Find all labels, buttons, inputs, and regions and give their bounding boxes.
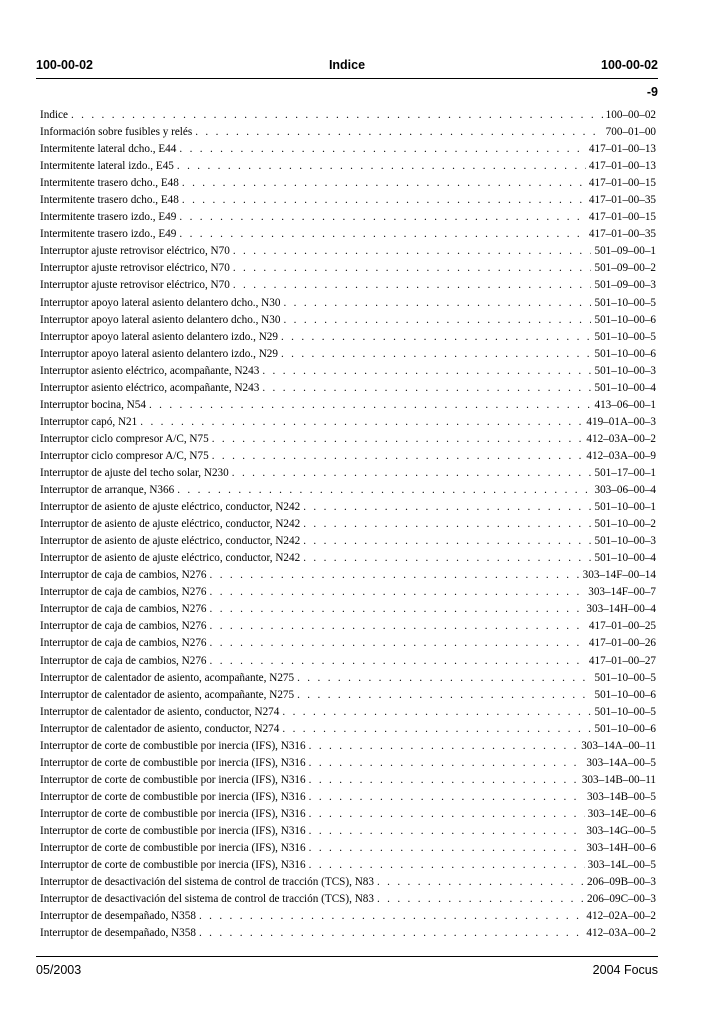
index-entry-code: 501–17–00–1 [594, 466, 656, 479]
index-entry-title: Interruptor de corte de combustible por inercia (IFS), N316 [40, 859, 306, 872]
dot-leader [309, 789, 584, 806]
dot-leader [177, 482, 591, 499]
index-entry-title: Interruptor de caja de cambios, N276 [40, 620, 207, 633]
index-entry-code: 501–10–00–5 [594, 671, 656, 684]
dot-leader [281, 346, 592, 363]
page-footer [36, 963, 658, 979]
index-entry-code: 303–14G–00–5 [586, 824, 656, 837]
index-entry-title: Intermitente trasero dcho., E48 [40, 177, 179, 190]
dot-leader [210, 635, 586, 652]
dot-leader [179, 226, 586, 243]
dot-leader [210, 618, 586, 635]
index-entry-title: Interruptor de corte de combustible por inercia (IFS), N316 [40, 790, 306, 803]
index-entry-code: 412–03A–00–2 [586, 432, 656, 445]
index-entry [40, 448, 656, 465]
index-entry [40, 175, 656, 192]
dot-leader [182, 192, 586, 209]
index-entry [40, 755, 656, 772]
index-entry-code: 501–10–00–5 [594, 296, 656, 309]
dot-leader [262, 363, 591, 380]
index-entry-title: Intermitente lateral dcho., E44 [40, 143, 177, 156]
index-entry-title: Interruptor ajuste retrovisor eléctrico, N70 [40, 279, 230, 292]
dot-leader [195, 124, 602, 141]
index-entry-title: Interruptor de asiento de ajuste eléctrico, conductor, N242 [40, 535, 301, 548]
index-entry-title: Interruptor de desactivación del sistema de control de tracción (TCS), N83 [40, 893, 374, 906]
index-entry-code: 419–01A–00–3 [586, 415, 656, 428]
footer-model: 2004 Focus [592, 963, 658, 977]
index-entry-title: Interruptor de caja de cambios, N276 [40, 654, 207, 667]
index-entry-title: Interruptor ajuste retrovisor eléctrico, N70 [40, 262, 230, 275]
index-entry [40, 789, 656, 806]
index-entry [40, 550, 656, 567]
index-entry-title: Interruptor bocina, N54 [40, 398, 146, 411]
dot-leader [210, 601, 584, 618]
dot-leader [210, 584, 586, 601]
index-entry-title: Interruptor ciclo compresor A/C, N75 [40, 432, 209, 445]
dot-leader [140, 414, 583, 431]
index-entry [40, 908, 656, 925]
index-entry [40, 124, 656, 141]
index-entry-code: 303–14L–00–5 [587, 859, 656, 872]
index-entry-title: Interruptor de caja de cambios, N276 [40, 586, 207, 599]
index-entry-code: 501–10–00–4 [594, 552, 656, 565]
index-entry-code: 303–14E–00–6 [587, 807, 656, 820]
index-entry [40, 738, 656, 755]
index-entry [40, 618, 656, 635]
index-entry [40, 533, 656, 550]
index-entry-code: 303–14A–00–11 [581, 739, 656, 752]
dot-leader [303, 516, 591, 533]
index-entry-title: Interruptor de corte de combustible por inercia (IFS), N316 [40, 739, 306, 752]
index-entry-code: 206–09B–00–3 [587, 876, 656, 889]
index-entry [40, 653, 656, 670]
dot-leader [212, 431, 584, 448]
index-entry-code: 700–01–00 [605, 126, 656, 139]
dot-leader [309, 738, 579, 755]
dot-leader [210, 567, 580, 584]
index-entry-title: Interruptor de calentador de asiento, conductor, N274 [40, 722, 280, 735]
index-entry-title: Interruptor capó, N21 [40, 415, 138, 428]
page-label: -9 [646, 85, 658, 99]
dot-leader [297, 687, 591, 704]
dot-leader [283, 295, 591, 312]
index-entry [40, 584, 656, 601]
index-entry-title: Intermitente trasero izdo., E49 [40, 228, 177, 241]
index-entry-code: 412–03A–00–9 [586, 449, 656, 462]
dot-leader [262, 380, 591, 397]
index-entry-title: Intermitente lateral izdo., E45 [40, 160, 174, 173]
index-entry-code: 303–14F–00–7 [588, 586, 656, 599]
dot-leader [303, 533, 591, 550]
index-entry-code: 501–09–00–2 [594, 262, 656, 275]
dot-leader [182, 175, 586, 192]
dot-leader [309, 772, 579, 789]
index-entry-title: Intermitente trasero dcho., E48 [40, 194, 179, 207]
index-entry [40, 295, 656, 312]
dot-leader [282, 721, 591, 738]
index-entry [40, 516, 656, 533]
dot-leader [233, 277, 592, 294]
index-entry-title: Interruptor de calentador de asiento, acompañante, N275 [40, 688, 295, 701]
index-entry-code: 417–01–00–25 [588, 620, 656, 633]
index-entry-code: 417–01–00–26 [588, 637, 656, 650]
header-rule [36, 78, 658, 79]
index-entry [40, 380, 656, 397]
index-entry-code: 303–14B–00–5 [587, 790, 656, 803]
index-entry [40, 312, 656, 329]
index-entry-title: Interruptor de corte de combustible por inercia (IFS), N316 [40, 756, 306, 769]
index-entry [40, 670, 656, 687]
index-entry-code: 501–10–00–3 [594, 364, 656, 377]
index-entry-title: Interruptor de asiento de ajuste eléctrico, conductor, N242 [40, 501, 301, 514]
index-entry [40, 209, 656, 226]
index-entry [40, 431, 656, 448]
index-entry-title: Interruptor de arranque, N366 [40, 484, 175, 497]
dot-leader [283, 312, 591, 329]
header-title: Indice [328, 58, 366, 72]
dot-leader [377, 891, 584, 908]
index-entry [40, 363, 656, 380]
index-entry-title: Interruptor de corte de combustible por inercia (IFS), N316 [40, 807, 306, 820]
index-entry [40, 158, 656, 175]
index-entry-code: 303–14H–00–6 [586, 842, 656, 855]
dot-leader [71, 107, 603, 124]
index-entry-title: Interruptor asiento eléctrico, acompañante, N243 [40, 364, 260, 377]
index-entry [40, 874, 656, 891]
index-entry [40, 704, 656, 721]
dot-leader [282, 704, 591, 721]
index-entry-code: 417–01–00–27 [588, 654, 656, 667]
index-entry [40, 840, 656, 857]
dot-leader [281, 329, 592, 346]
footer-rule [36, 956, 658, 957]
dot-leader [303, 499, 591, 516]
dot-leader [179, 209, 586, 226]
index-entry-code: 303–14A–00–5 [586, 756, 656, 769]
header-section-right: 100-00-02 [601, 58, 658, 72]
index-entry [40, 499, 656, 516]
index-entry-code: 501–10–00–2 [594, 518, 656, 531]
dot-leader [303, 550, 591, 567]
index-entry [40, 891, 656, 908]
index-entry-code: 501–09–00–3 [594, 279, 656, 292]
dot-leader [199, 908, 583, 925]
index-entry-title: Interruptor de asiento de ajuste eléctrico, conductor, N242 [40, 518, 301, 531]
index-entry [40, 277, 656, 294]
dot-leader [309, 806, 585, 823]
index-entry-code: 501–10–00–5 [594, 705, 656, 718]
index-entry [40, 806, 656, 823]
index-entry-code: 100–00–02 [605, 109, 656, 121]
index-entry [40, 823, 656, 840]
index-entry-code: 501–10–00–6 [594, 313, 656, 326]
index-entry-code: 501–09–00–1 [594, 245, 656, 258]
index-entry [40, 260, 656, 277]
index-entry-code: 412–03A–00–2 [586, 927, 656, 940]
index-entry-title: Intermitente trasero izdo., E49 [40, 211, 177, 224]
index-entry-code: 417–01–00–13 [588, 160, 656, 173]
index-entry [40, 482, 656, 499]
index-entry-title: Interruptor de caja de cambios, N276 [40, 637, 207, 650]
index-entry-code: 413–06–00–1 [594, 398, 656, 411]
index-entry-title: Interruptor de corte de combustible por inercia (IFS), N316 [40, 842, 306, 855]
index-entry-title: Interruptor de corte de combustible por inercia (IFS), N316 [40, 773, 306, 786]
index-entry-code: 417–01–00–35 [588, 228, 656, 241]
index-entry [40, 329, 656, 346]
index-entry-code: 501–10–00–4 [594, 381, 656, 394]
index-entry [40, 192, 656, 209]
header-section-left: 100-00-02 [36, 58, 93, 72]
footer-date: 05/2003 [36, 963, 82, 977]
index-entry-code: 412–02A–00–2 [586, 910, 656, 923]
index-entry-code: 501–10–00–6 [594, 722, 656, 735]
dot-leader [309, 823, 584, 840]
dot-leader [199, 925, 583, 942]
index-entry-title: Interruptor apoyo lateral asiento delantero dcho., N30 [40, 296, 281, 309]
dot-leader [309, 755, 584, 772]
index-entry-code: 501–10–00–6 [594, 347, 656, 360]
dot-leader [309, 857, 585, 874]
index-entry-title: Interruptor apoyo lateral asiento delantero izdo., N29 [40, 347, 278, 360]
index-entry [40, 243, 656, 260]
index-entry [40, 772, 656, 789]
index-entry-title: Interruptor de desempañado, N358 [40, 927, 196, 940]
index-entry-title: Interruptor asiento eléctrico, acompañante, N243 [40, 381, 260, 394]
dot-leader [233, 243, 592, 260]
dot-leader [309, 840, 584, 857]
index-entry-code: 417–01–00–35 [588, 194, 656, 207]
dot-leader [232, 465, 592, 482]
dot-leader [297, 670, 591, 687]
index-entry-title: Interruptor de corte de combustible por inercia (IFS), N316 [40, 824, 306, 837]
index-entry [40, 721, 656, 738]
index-entry-title: Interruptor apoyo lateral asiento delantero dcho., N30 [40, 313, 281, 326]
index-entry-code: 303–06–00–4 [594, 484, 656, 497]
dot-leader [233, 260, 592, 277]
index-entry [40, 567, 656, 584]
index-entry-title: Interruptor de ajuste del techo solar, N230 [40, 466, 229, 479]
index-entry-title: Indice [40, 109, 68, 121]
index-entry-title: Interruptor de calentador de asiento, conductor, N274 [40, 705, 280, 718]
index-entry [40, 226, 656, 243]
index-entry [40, 397, 656, 414]
index-entry-code: 417–01–00–15 [588, 211, 656, 224]
index-entry [40, 601, 656, 618]
index-entry-code: 501–10–00–1 [594, 501, 656, 514]
index-entry-title: Información sobre fusibles y relés [40, 126, 193, 139]
index-entry-title: Interruptor ciclo compresor A/C, N75 [40, 449, 209, 462]
dot-leader [149, 397, 592, 414]
index-entry-code: 501–10–00–6 [594, 688, 656, 701]
dot-leader [210, 653, 586, 670]
index-entry-title: Interruptor de caja de cambios, N276 [40, 569, 207, 582]
index-entry-title: Interruptor apoyo lateral asiento delantero izdo., N29 [40, 330, 278, 343]
index-entry-title: Interruptor de asiento de ajuste eléctrico, conductor, N242 [40, 552, 301, 565]
dot-leader [179, 141, 586, 158]
dot-leader [212, 448, 584, 465]
index-list [40, 107, 656, 942]
index-entry-code: 417–01–00–15 [588, 177, 656, 190]
index-entry [40, 414, 656, 431]
index-entry [40, 687, 656, 704]
index-entry-code: 417–01–00–13 [588, 143, 656, 156]
index-entry [40, 635, 656, 652]
index-entry [40, 465, 656, 482]
index-entry [40, 107, 656, 124]
page-header [36, 58, 658, 74]
index-entry-code: 303–14B–00–11 [581, 773, 656, 786]
index-entry [40, 925, 656, 942]
index-entry-code: 501–10–00–5 [594, 330, 656, 343]
dot-leader [377, 874, 584, 891]
index-entry [40, 346, 656, 363]
index-entry-code: 206–09C–00–3 [587, 893, 656, 906]
index-entry-title: Interruptor de desempañado, N358 [40, 910, 196, 923]
index-entry [40, 857, 656, 874]
index-entry-title: Interruptor ajuste retrovisor eléctrico, N70 [40, 245, 230, 258]
dot-leader [177, 158, 586, 175]
index-entry-code: 501–10–00–3 [594, 535, 656, 548]
index-entry-code: 303–14H–00–4 [586, 603, 656, 616]
index-entry-title: Interruptor de calentador de asiento, acompañante, N275 [40, 671, 295, 684]
index-entry [40, 141, 656, 158]
index-entry-title: Interruptor de caja de cambios, N276 [40, 603, 207, 616]
index-entry-title: Interruptor de desactivación del sistema de control de tracción (TCS), N83 [40, 876, 374, 889]
index-entry-code: 303–14F–00–14 [582, 569, 656, 582]
